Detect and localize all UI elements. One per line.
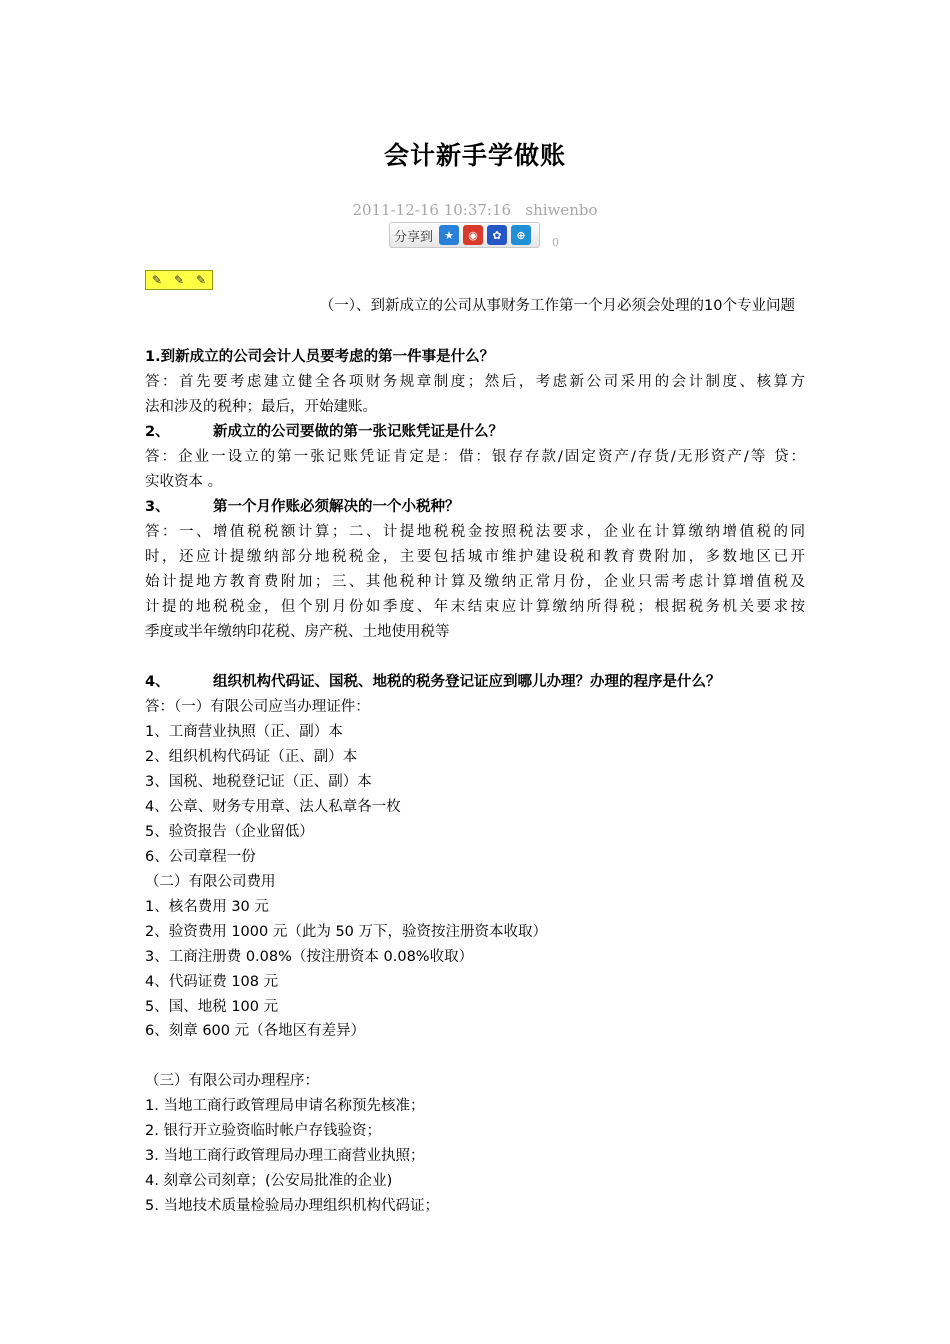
share-bar xyxy=(389,222,540,248)
cert-item: 6、公司章程一份 xyxy=(145,849,256,865)
question-2-number: 2、 xyxy=(145,424,170,440)
question-1: 1.到新成立的公司会计人员要考虑的第一件事是什么？ xyxy=(145,349,495,365)
cert-item: 3、国税、地税登记证（正、副）本 xyxy=(145,774,372,790)
procedure-item: 1. 当地工商行政管理局申请名称预先核准； xyxy=(145,1098,425,1114)
cert-item: 4、公章、财务专用章、法人私章各一枚 xyxy=(145,799,401,815)
fee-item: 3、工商注册费 0.08%（按注册资本 0.08%收取） xyxy=(145,949,474,965)
cert-item: 5、验资报告（企业留低） xyxy=(145,824,314,840)
question-3-number: 3、 xyxy=(145,499,170,515)
post-meta xyxy=(0,201,950,219)
answer-3-line-4: 计提的地税税金，但个别月份如季度、年末结束应计算缴纳所得税；根据税务机关要求按 xyxy=(145,599,805,615)
weibo-share-icon[interactable]: ◉ xyxy=(463,225,483,245)
fee-item: 1、核名费用 30 元 xyxy=(145,899,269,915)
post-datetime: 2011-12-16 10:37:16 xyxy=(352,201,512,219)
pencil-icon: ✎ xyxy=(151,273,163,287)
answer-3-line-1: 答：一、增值税税额计算；二、计提地税税金按照税法要求，企业在计算缴纳增值税的同 xyxy=(145,524,805,540)
pencil-icon: ✎ xyxy=(195,273,207,287)
procedure-item: 3. 当地工商行政管理局办理工商营业执照； xyxy=(145,1148,425,1164)
baidu-share-icon[interactable]: ✿ xyxy=(487,225,507,245)
answer-3-line-2: 时，还应计提缴纳部分地税税金，主要包括城市维护建设税和教育费附加，多数地区已开 xyxy=(145,549,805,565)
question-3-text: 第一个月作账必须解决的一个小税种？ xyxy=(213,499,460,515)
fees-head: （二）有限公司费用 xyxy=(145,874,276,890)
qzone-share-icon[interactable]: ★ xyxy=(439,225,459,245)
fee-item: 2、验资费用 1000 元（此为 50 万下，验资按注册资本收取） xyxy=(145,924,548,940)
procedure-head: （三）有限公司办理程序： xyxy=(145,1073,319,1089)
answer-2-line-2: 实收资本 。 xyxy=(145,474,223,490)
question-3 xyxy=(145,497,805,518)
answer-3-line-5: 季度或半年缴纳印花税、房产税、土地使用税等 xyxy=(145,624,450,640)
pencil-icon: ✎ xyxy=(173,273,185,287)
cert-item: 2、组织机构代码证（正、副）本 xyxy=(145,749,358,765)
question-4-number: 4、 xyxy=(145,674,170,690)
fee-item: 6、刻章 600 元（各地区有差异） xyxy=(145,1023,366,1039)
intro-heading: （一）、到新成立的公司从事财务工作第一个月必须会处理的10个专业问题 xyxy=(319,298,795,314)
procedure-item: 2. 银行开立验资临时帐户存钱验资； xyxy=(145,1123,381,1139)
question-4-text: 组织机构代码证、国税、地税的税务登记证应到哪儿办理？办理的程序是什么？ xyxy=(213,674,721,690)
answer-1-line-1: 答：首先要考虑建立健全各项财务规章制度；然后，考虑新公司采用的会计制度、核算方 xyxy=(145,374,805,390)
procedure-item: 4. 刻章公司刻章；(公安局批准的企业) xyxy=(145,1173,393,1189)
fee-item: 4、代码证费 108 元 xyxy=(145,974,279,990)
answer-1-line-2: 法和涉及的税种；最后，开始建账。 xyxy=(145,399,377,415)
question-2 xyxy=(145,422,805,443)
answer-2-line-1: 答：企业一设立的第一张记账凭证肯定是：借：银存存款/固定资产/存货/无形资产/等 贷： xyxy=(145,449,805,465)
answer-4-head: 答：（一）有限公司应当办理证件： xyxy=(145,699,370,715)
fee-item: 5、国、地税 100 元 xyxy=(145,999,279,1015)
decorative-icon-strip xyxy=(145,270,213,290)
cert-item: 1、工商营业执照（正、副）本 xyxy=(145,724,343,740)
share-label: 分享到 xyxy=(394,229,434,245)
procedure-item: 5. 当地技术质量检验局办理组织机构代码证； xyxy=(145,1198,439,1214)
share-count: 0 xyxy=(552,236,559,249)
answer-3-line-3: 始计提地方教育费附加；三、其他税种计算及缴纳正常月份，企业只需考虑计算增值税及 xyxy=(145,574,805,590)
page-title: 会计新手学做账 xyxy=(383,141,566,170)
more-share-icon[interactable]: ⊕ xyxy=(511,225,531,245)
question-2-text: 新成立的公司要做的第一张记账凭证是什么？ xyxy=(213,424,503,440)
question-4 xyxy=(145,672,805,693)
post-author: shiwenbo xyxy=(525,201,598,219)
